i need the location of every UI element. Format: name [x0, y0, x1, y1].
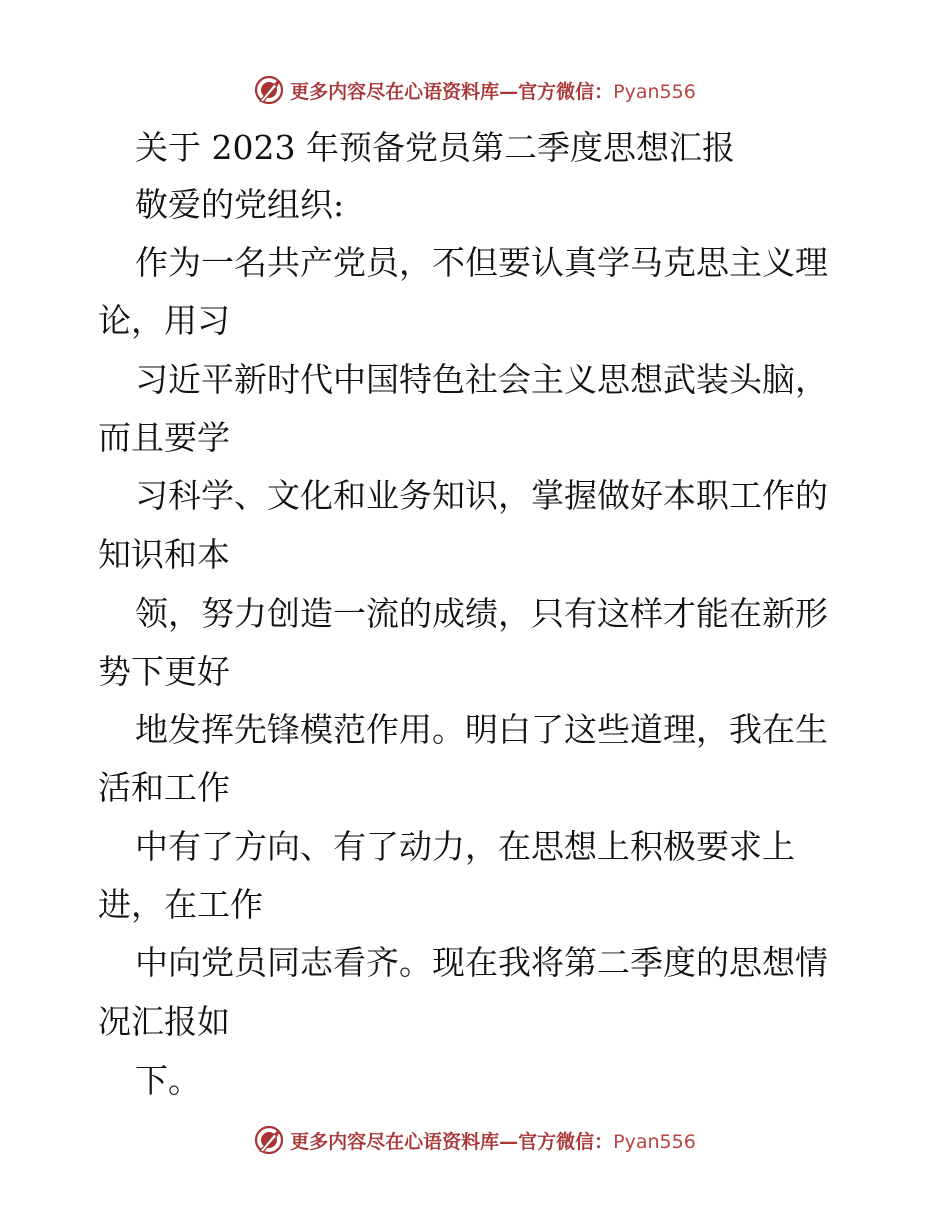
watermark-wechat-id: Pyan556: [613, 1130, 696, 1153]
paragraph-line: 习科学、文化和业务知识，掌握做好本职工作的: [135, 476, 828, 515]
paragraph-line: 势下更好: [98, 652, 230, 691]
document-title: 关于 2023 年预备党员第二季度思想汇报: [135, 128, 735, 167]
watermark-banner-top: [0, 70, 950, 110]
paragraph-line: 中有了方向、有了动力，在思想上积极要求上: [135, 827, 795, 866]
paragraph-line: 进，在工作: [98, 885, 263, 924]
paragraph-line: 下。: [135, 1061, 201, 1100]
paragraph-line: 论，用习: [98, 301, 230, 340]
salutation: 敬爱的党组织:: [135, 185, 345, 224]
watermark-banner-bottom: [0, 1120, 950, 1160]
paragraph-line: 而且要学: [98, 418, 230, 457]
pen-logo-icon: [254, 75, 284, 105]
paragraph-line: 中向党员同志看齐。现在我将第二季度的思想情: [135, 943, 828, 982]
paragraph-line: 活和工作: [98, 768, 230, 807]
paragraph-line: 领，努力创造一流的成绩，只有这样才能在新形: [135, 594, 828, 633]
paragraph-line: 习近平新时代中国特色社会主义思想武装头脑，: [135, 360, 828, 399]
paragraph-line: 况汇报如: [98, 1002, 230, 1041]
paragraph-line: 地发挥先锋模范作用。明白了这些道理，我在生: [135, 710, 828, 749]
watermark-text: 更多内容尽在心语资料库—官方微信：: [290, 80, 614, 103]
watermark-wechat-id: Pyan556: [613, 80, 696, 103]
paragraph-line: 知识和本: [98, 535, 230, 574]
paragraph-line: 作为一名共产党员，不但要认真学马克思主义理: [135, 243, 828, 282]
pen-logo-icon: [254, 1125, 284, 1155]
watermark-text: 更多内容尽在心语资料库—官方微信：: [290, 1130, 614, 1153]
